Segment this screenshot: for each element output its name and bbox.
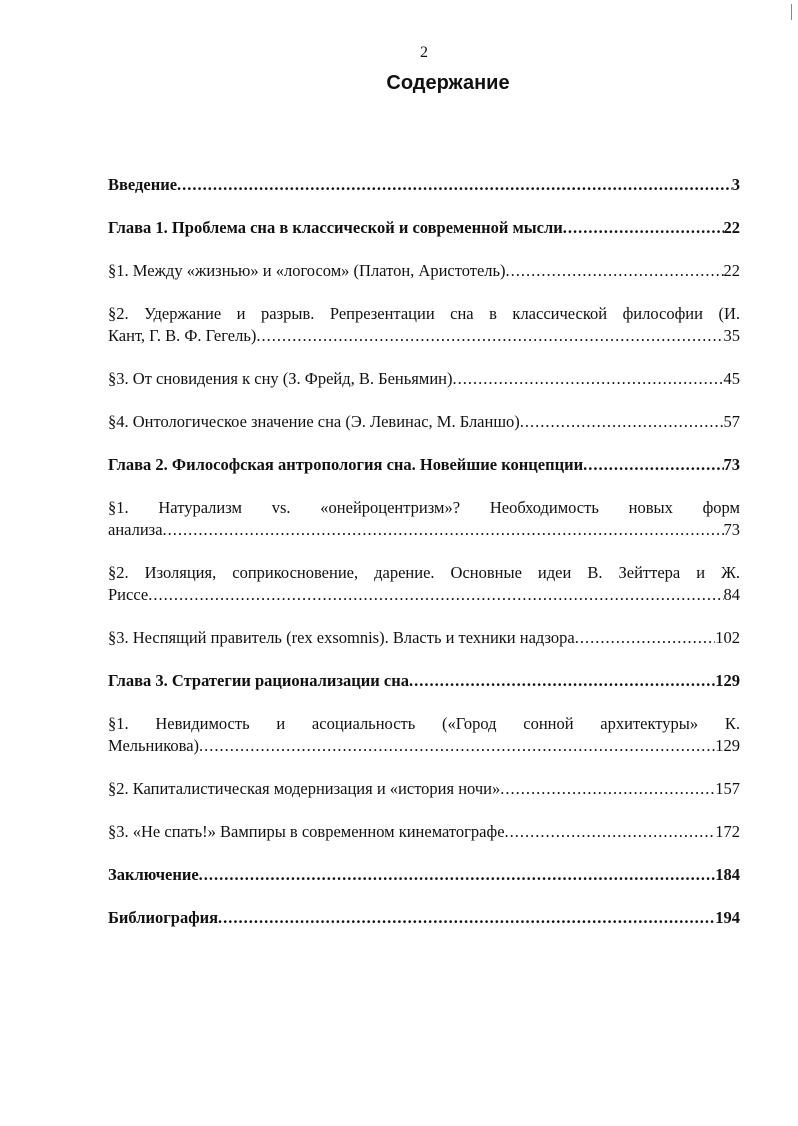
toc-entry-label: Библиография (108, 908, 219, 927)
toc-entry-page: 73 (723, 520, 740, 539)
toc-entry-3-3[interactable] (108, 821, 740, 843)
toc-entry-1-2[interactable] (108, 303, 740, 347)
toc-entry-introduction[interactable] (108, 174, 740, 196)
dot-leader (506, 260, 724, 282)
dot-leader (199, 735, 715, 757)
toc-entry-label-line2: Мельникова) (108, 736, 200, 755)
dot-leader (148, 584, 723, 606)
dot-leader (199, 864, 716, 886)
toc-entry-label-line2: анализа (108, 520, 163, 539)
toc-entry-label-line1: §2. Изоляция, соприкосновение, дарение. Основные идеи В. Зейттера и Ж. (108, 563, 740, 582)
toc-entry-conclusion[interactable] (108, 864, 740, 886)
toc-entry-page: 45 (723, 369, 740, 388)
dot-leader (500, 778, 715, 800)
toc-entry-label-line1: §1. Натурализм vs. «онейроцентризм»? Необходимость новых форм (108, 498, 740, 517)
toc-entry-2-3[interactable] (108, 627, 740, 649)
toc-entry-label: §3. «Не спать!» Вампиры в современном кинематографе (108, 822, 505, 841)
toc-entry-label-line2: Кант, Г. В. Ф. Гегель) (108, 326, 257, 345)
toc-entry-label: Глава 2. Философская антропология сна. Новейшие концепции (108, 455, 584, 474)
toc-entry-label-line2: Риссе (108, 585, 149, 604)
toc-entry-1-3[interactable] (108, 368, 740, 390)
table-of-contents (108, 164, 740, 929)
toc-entry-3-2[interactable] (108, 778, 740, 800)
scan-margin-mark (791, 4, 792, 20)
toc-entry-page: 73 (723, 455, 740, 474)
toc-entry-page: 3 (731, 175, 740, 194)
toc-entry-label-line1: §2. Удержание и разрыв. Репрезентации сна в классической философии (И. (108, 304, 740, 323)
dot-leader (218, 907, 715, 929)
toc-entry-2-2[interactable] (108, 562, 740, 606)
toc-entry-label: Глава 1. Проблема сна в классической и современной мысли (108, 218, 563, 237)
toc-entry-page: 157 (715, 779, 740, 798)
toc-entry-chapter-1[interactable] (108, 217, 740, 239)
dot-leader (452, 368, 723, 390)
dot-leader (563, 217, 724, 239)
page-number: 2 (420, 44, 428, 61)
dot-leader (583, 454, 723, 476)
toc-entry-page: 129 (715, 736, 740, 755)
toc-entry-page: 129 (715, 671, 740, 690)
toc-entry-page: 84 (723, 585, 740, 604)
toc-entry-label: §4. Онтологическое значение сна (Э. Левинас, М. Бланшо) (108, 412, 520, 431)
toc-entry-page: 22 (723, 218, 740, 237)
toc-entry-1-4[interactable] (108, 411, 740, 433)
dot-leader (520, 411, 724, 433)
toc-entry-page: 172 (715, 822, 740, 841)
toc-entry-page: 194 (715, 908, 740, 927)
dot-leader (575, 627, 716, 649)
toc-entry-label: Введение (108, 175, 178, 194)
toc-entry-bibliography[interactable] (108, 907, 740, 929)
toc-entry-label-line1: §1. Невидимость и асоциальность («Город сонной архитектуры» К. (108, 714, 740, 733)
toc-entry-label: §2. Капиталистическая модернизация и «история ночи» (108, 779, 501, 798)
toc-entry-page: 184 (715, 865, 740, 884)
toc-entry-3-1[interactable] (108, 713, 740, 757)
dot-leader (409, 670, 715, 692)
toc-entry-label: §3. Неспящий правитель (rex exsomnis). Власть и техники надзора (108, 628, 575, 647)
page-title: Содержание (386, 72, 510, 94)
toc-entry-page: 35 (723, 326, 740, 345)
toc-entry-chapter-2[interactable] (108, 454, 740, 476)
toc-entry-label: Глава 3. Стратегии рационализации сна (108, 671, 409, 690)
toc-entry-label: §3. От сновидения к сну (З. Фрейд, В. Беньямин) (108, 369, 453, 388)
toc-entry-label: Заключение (108, 865, 199, 884)
toc-entry-label: §1. Между «жизнью» и «логосом» (Платон, Аристотель) (108, 261, 506, 280)
dot-leader (177, 174, 732, 196)
toc-entry-page: 102 (715, 628, 740, 647)
dot-leader (256, 325, 723, 347)
toc-entry-page: 22 (723, 261, 740, 280)
dot-leader (163, 519, 724, 541)
toc-entry-2-1[interactable] (108, 497, 740, 541)
toc-entry-chapter-3[interactable] (108, 670, 740, 692)
toc-entry-page: 57 (723, 412, 740, 431)
toc-entry-1-1[interactable] (108, 260, 740, 282)
dot-leader (505, 821, 716, 843)
